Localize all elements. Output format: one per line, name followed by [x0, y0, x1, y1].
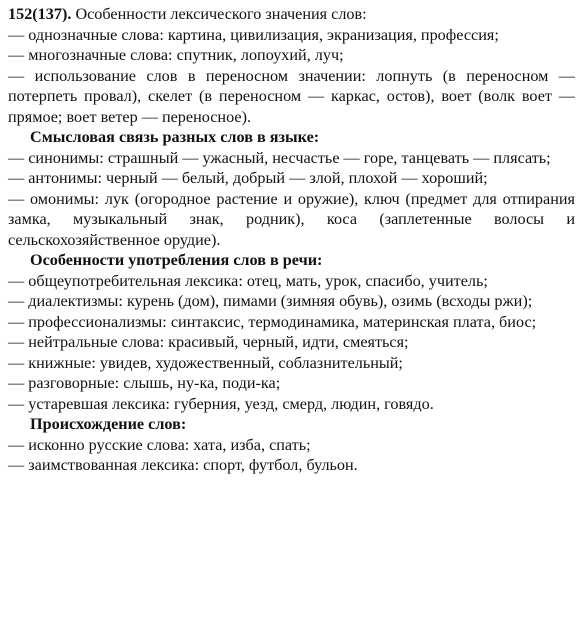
list-item: — устаревшая лексика: губерния, уезд, смерд, людин, говядо.: [8, 394, 434, 413]
section-heading: Особенности употребления слов в речи:: [30, 251, 323, 269]
exercise-title-text: Особенности лексического значения слов:: [71, 5, 367, 23]
list-item: — антонимы: черный — белый, добрый — злой, плохой — хороший;: [8, 169, 488, 187]
section-heading: Смысловая связь разных слов в языке:: [30, 128, 320, 146]
exercise-title: [8, 4, 575, 25]
list-item: — использование слов в переносном значении: лопнуть (в переносном — потерпеть провал), скелет (в переносном — каркас, остов), воет (волк воет — прямое; воет ветер — переносное).: [8, 66, 575, 126]
list-item: — синонимы: страшный — ужасный, несчастье — горе, танцевать — плясать;: [8, 148, 551, 167]
list-item: — однозначные слова: картина, цивилизация, экранизация, профессия;: [8, 25, 499, 44]
list-item: — профессионализмы: синтаксис, термодинамика, материнская плата, биос;: [8, 312, 537, 331]
list-item: — омонимы: лук (огородное растение и оружие), ключ (предмет для отпирания замка, музыкальный знак, родник), коса (заплетенные волосы и сельскохозяйственное орудие).: [8, 189, 575, 249]
list-item: — книжные: увидев, художественный, соблазнительный;: [8, 353, 403, 372]
list-item: — заимствованная лексика: спорт, футбол, бульон.: [8, 456, 358, 474]
list-item: — нейтральные слова: красивый, черный, идти, смеяться;: [8, 333, 409, 351]
section-heading: Происхождение слов:: [30, 415, 187, 433]
list-item: — общеупотребительная лексика: отец, мать, урок, спасибо, учитель;: [8, 271, 488, 290]
list-item: — диалектизмы: курень (дом), пимами (зимняя обувь), озимь (всходы ржи);: [8, 292, 533, 310]
list-item: — разговорные: слышь, ну-ка, поди-ка;: [8, 374, 281, 392]
list-item: — многозначные слова: спутник, лопоухий, луч;: [8, 46, 344, 64]
exercise-number: 152(137).: [8, 5, 72, 23]
list-item: — исконно русские слова: хата, изба, спать;: [8, 435, 311, 454]
